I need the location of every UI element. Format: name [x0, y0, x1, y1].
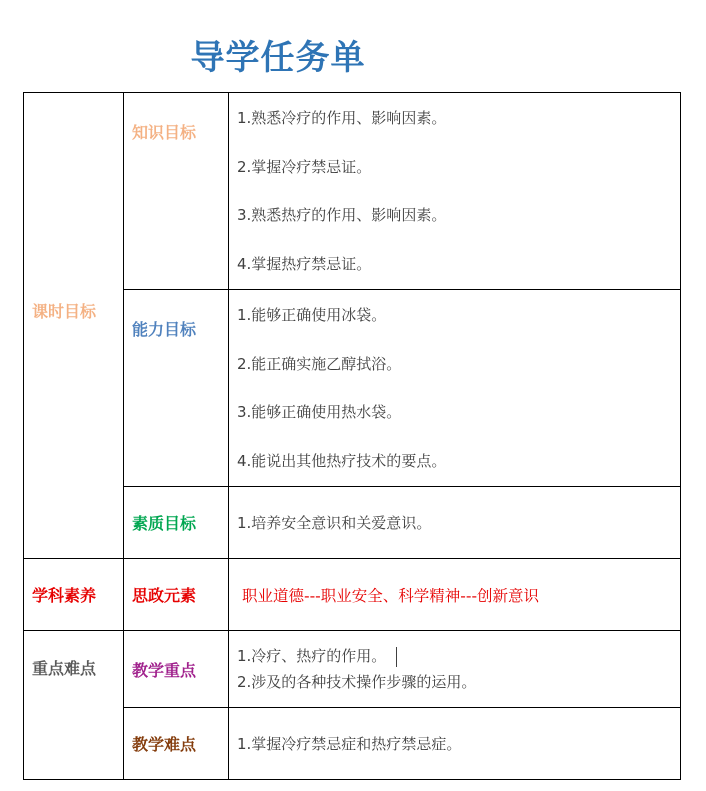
list-item: 1.冷疗、热疗的作用。 [237, 643, 680, 669]
table-row [24, 631, 681, 708]
subcategory-quality-goals [124, 487, 229, 559]
category-label: 重点难点 [32, 658, 97, 678]
subcategory-label: 思政元素 [132, 586, 197, 605]
task-sheet-table [23, 92, 681, 780]
list-item: 2.掌握冷疗禁忌证。 [237, 157, 372, 176]
category-label: 学科素养 [32, 586, 97, 605]
subcategory-label: 教学难点 [132, 735, 197, 754]
knowledge-goals-list [229, 93, 681, 290]
list-item: 2.涉及的各种技术操作步骤的运用。 [237, 673, 477, 691]
list-item: 1.培养安全意识和关爱意识。 [237, 513, 432, 532]
category-key-difficult [24, 631, 124, 780]
subcategory-label: 能力目标 [132, 320, 197, 339]
list-item: 1.能够正确使用冰袋。 [237, 306, 387, 324]
subcategory-teaching-key [124, 631, 229, 708]
list-item: 4.掌握热疗禁忌证。 [237, 254, 372, 273]
subcategory-label: 知识目标 [132, 123, 197, 142]
subcategory-ability-goals [124, 290, 229, 487]
teaching-key-list [229, 631, 681, 708]
list-item: 4.能说出其他热疗技术的要点。 [237, 451, 447, 470]
subcategory-label: 素质目标 [132, 514, 197, 533]
subcategory-knowledge-goals [124, 93, 229, 290]
ideology-cell [229, 559, 681, 631]
text-cursor [396, 647, 397, 667]
ability-goals-list [229, 290, 681, 487]
category-lesson-goals [24, 93, 124, 559]
ideology-text: 职业道德---职业安全、科学精神---创新意识 [242, 586, 540, 605]
quality-goals-list [229, 487, 681, 559]
page-title: 导学任务单 [190, 38, 366, 78]
subcategory-label: 教学重点 [132, 660, 197, 680]
table-row [24, 559, 681, 631]
subcategory-teaching-difficult [124, 708, 229, 780]
subcategory-ideology [124, 559, 229, 631]
list-item: 2.能正确实施乙醇拭浴。 [237, 354, 402, 373]
list-item: 3.熟悉热疗的作用、影响因素。 [237, 206, 447, 224]
category-subject-literacy [24, 559, 124, 631]
table-row [24, 93, 681, 290]
teaching-difficult-list [229, 708, 681, 780]
list-item: 3.能够正确使用热水袋。 [237, 403, 402, 421]
list-item: 1.熟悉冷疗的作用、影响因素。 [237, 109, 447, 127]
list-item: 1.掌握冷疗禁忌症和热疗禁忌症。 [237, 734, 462, 753]
category-label: 课时目标 [32, 302, 97, 321]
